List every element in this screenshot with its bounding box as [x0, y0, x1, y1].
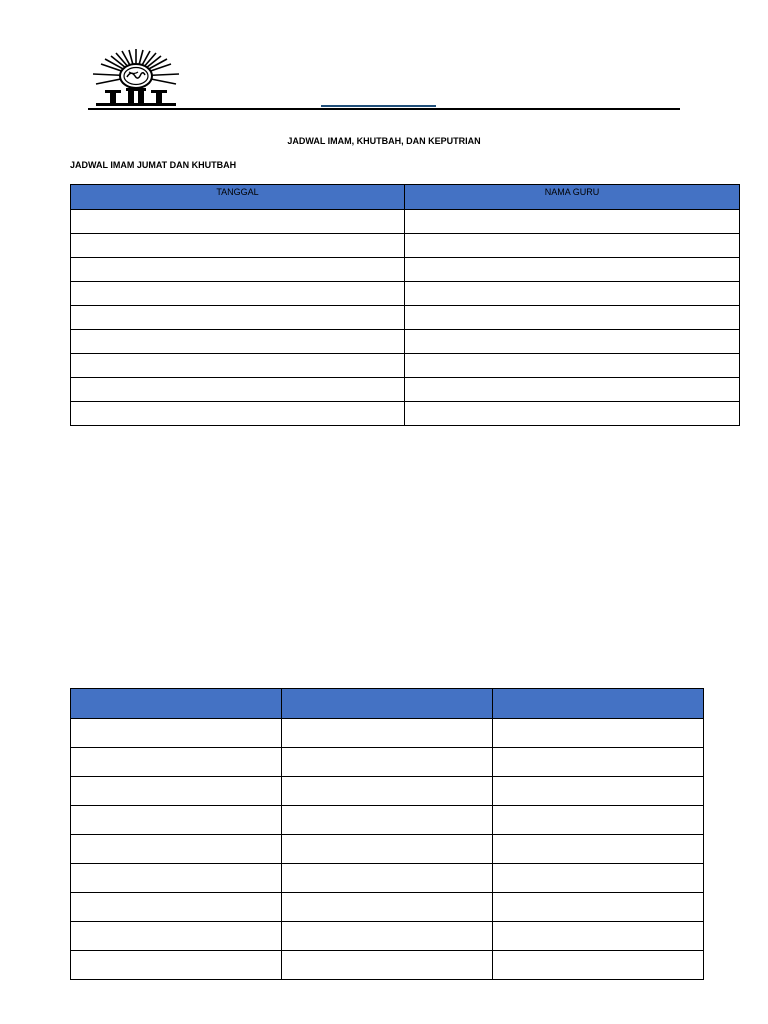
table-cell: [493, 835, 704, 864]
table-cell: [282, 864, 493, 893]
table-row: [71, 354, 740, 378]
table-row: [71, 402, 740, 426]
table-row: [71, 835, 704, 864]
imam-schedule-table: [70, 184, 740, 426]
table-cell: [282, 922, 493, 951]
table-cell: [405, 210, 740, 234]
table-row: [71, 378, 740, 402]
table-cell: [282, 951, 493, 980]
table-row: [71, 951, 704, 980]
table-cell: [71, 234, 405, 258]
column-header-1: [71, 689, 282, 719]
table-cell: [71, 330, 405, 354]
table-cell: [493, 893, 704, 922]
table-row: [71, 282, 740, 306]
table-cell: [71, 893, 282, 922]
table-header-row: [71, 185, 740, 210]
table-cell: [493, 951, 704, 980]
section-title: JADWAL IMAM JUMAT DAN KHUTBAH: [70, 160, 237, 170]
table-row: [71, 922, 704, 951]
table-cell: [71, 402, 405, 426]
table-cell: [405, 330, 740, 354]
table-cell: [71, 835, 282, 864]
table-cell: [71, 951, 282, 980]
table-cell: [493, 806, 704, 835]
table-cell: [71, 719, 282, 748]
table-row: [71, 864, 704, 893]
table-cell: [282, 719, 493, 748]
table-cell: [493, 719, 704, 748]
table-cell: [71, 306, 405, 330]
table-cell: [71, 806, 282, 835]
table-cell: [405, 258, 740, 282]
table-cell: [282, 748, 493, 777]
document-title: JADWAL IMAM, KHUTBAH, DAN KEPUTRIAN: [287, 136, 481, 146]
table-header-row: [71, 689, 704, 719]
table-cell: [405, 378, 740, 402]
table-cell: [405, 306, 740, 330]
table-cell: [493, 748, 704, 777]
table-cell: [493, 777, 704, 806]
table-row: [71, 306, 740, 330]
table-cell: [282, 777, 493, 806]
header-rule: [88, 108, 680, 110]
table-row: [71, 777, 704, 806]
table-row: [71, 234, 740, 258]
table-cell: [493, 922, 704, 951]
keputrian-schedule-table: [70, 688, 704, 980]
table-cell: [71, 864, 282, 893]
table-cell: [282, 893, 493, 922]
header-accent-line: [321, 105, 436, 107]
table-row: [71, 258, 740, 282]
table-cell: [71, 777, 282, 806]
table-cell: [71, 258, 405, 282]
table-row: [71, 210, 740, 234]
table-row: [71, 719, 704, 748]
table-cell: [71, 354, 405, 378]
column-header-nama-guru: NAMA GURU: [405, 185, 740, 210]
table-cell: [493, 864, 704, 893]
table-cell: [71, 210, 405, 234]
table-row: [71, 893, 704, 922]
column-header-2: [282, 689, 493, 719]
column-header-3: [493, 689, 704, 719]
table-cell: [405, 282, 740, 306]
table-row: [71, 748, 704, 777]
column-header-tanggal: TANGGAL: [71, 185, 405, 210]
table-row: [71, 806, 704, 835]
table-cell: [282, 806, 493, 835]
table-cell: [405, 354, 740, 378]
table-cell: [405, 234, 740, 258]
table-cell: [282, 835, 493, 864]
table-row: [71, 330, 740, 354]
table-cell: [405, 402, 740, 426]
table-cell: [71, 748, 282, 777]
table-cell: [71, 922, 282, 951]
table-cell: [71, 378, 405, 402]
sun-emblem-icon: [88, 46, 184, 108]
table-cell: [71, 282, 405, 306]
